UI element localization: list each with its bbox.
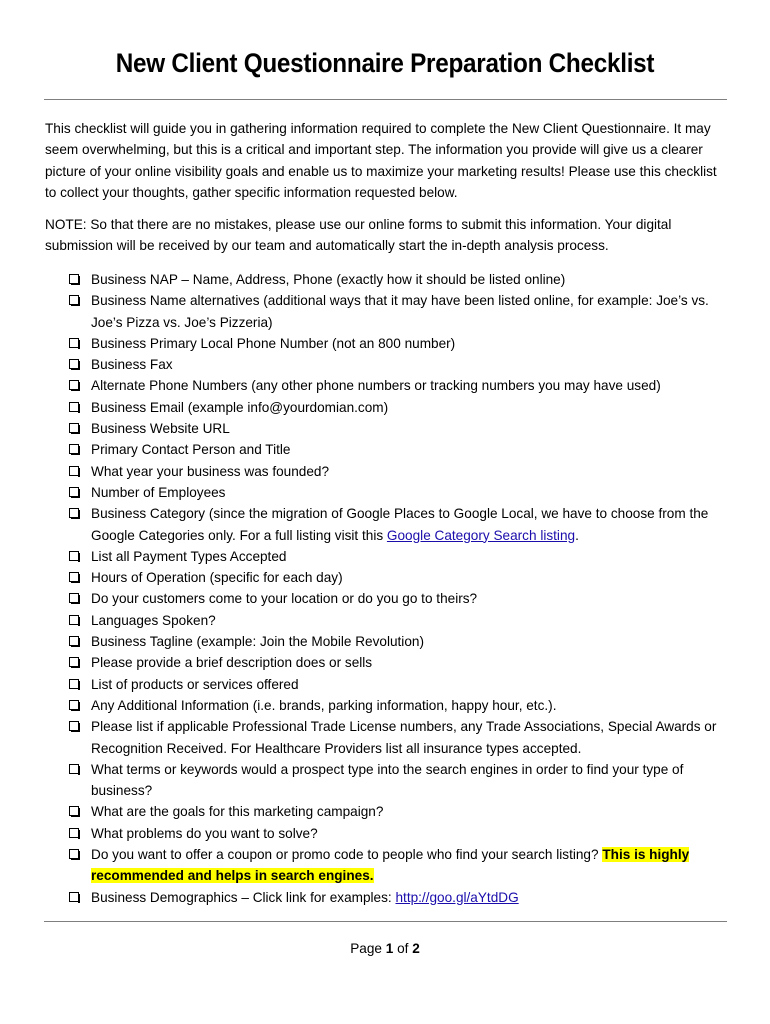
checkbox-icon[interactable] xyxy=(69,636,79,646)
checklist-item-text: Business Website URL xyxy=(91,421,230,437)
checkbox-icon[interactable] xyxy=(69,828,79,838)
checkbox-icon[interactable] xyxy=(69,380,79,390)
checklist-item xyxy=(68,844,730,887)
checklist-item xyxy=(68,695,730,716)
category-link-suffix: . xyxy=(575,527,579,543)
checkbox-icon[interactable] xyxy=(69,593,79,603)
checklist-item xyxy=(68,801,730,822)
checkbox-icon[interactable] xyxy=(69,338,79,348)
checklist-item xyxy=(68,610,730,631)
bottom-divider xyxy=(44,921,727,922)
total-page-number: 2 xyxy=(412,941,420,956)
checklist-item-text: What problems do you want to solve? xyxy=(91,825,318,841)
intro-paragraph: This checklist will guide you in gathering information required to complete the New Client Questionnaire. It may seem overwhelming, but this is a critical and important step. The information you provide will give us a clearer picture of your online visibility goals and enable us to maximize your marketing results! Please use this checklist to collect your thoughts, gather specific information requested below. xyxy=(45,121,717,200)
checklist-item xyxy=(68,482,730,503)
checklist-item xyxy=(68,716,730,759)
checkbox-icon[interactable] xyxy=(69,849,79,859)
checklist-item xyxy=(68,269,730,290)
checklist-item-text: Do you want to offer a coupon or promo code to people who find your search listing? xyxy=(91,847,599,863)
checkbox-icon[interactable] xyxy=(69,721,79,731)
page-title: New Client Questionnaire Preparation Checklist xyxy=(115,48,655,78)
checklist-item-text: Business Demographics – Click link for examples: xyxy=(91,889,392,905)
demographics-link[interactable]: http://goo.gl/aYtdDG xyxy=(395,889,519,905)
checklist-item xyxy=(68,439,730,460)
checklist-item-text: Number of Employees xyxy=(91,484,226,500)
checkbox-icon[interactable] xyxy=(69,295,79,305)
checkbox-icon[interactable] xyxy=(69,274,79,284)
top-divider xyxy=(44,99,727,100)
checklist-item-text: Alternate Phone Numbers (any other phone numbers or tracking numbers you may have used) xyxy=(91,378,661,394)
checklist-item xyxy=(68,887,730,908)
checkbox-icon[interactable] xyxy=(69,423,79,433)
page-word: Page xyxy=(350,941,382,956)
note-paragraph: NOTE: So that there are no mistakes, please use our online forms to submit this information. Your digital submission will be received by our team and automatically start the in-depth analysis process. xyxy=(45,217,672,254)
checklist-item-text: Business Category (since the migration of Google Places to Google Local, we have to choose from the Google Categories only. For a full listing visit this xyxy=(91,506,709,543)
checkbox-icon[interactable] xyxy=(69,359,79,369)
checklist-item xyxy=(68,759,730,802)
checklist-item xyxy=(68,588,730,609)
checkbox-icon[interactable] xyxy=(69,892,79,902)
checklist-item-text: What are the goals for this marketing campaign? xyxy=(91,804,384,820)
checkbox-icon[interactable] xyxy=(69,487,79,497)
checklist-item-text: Business Email (example info@yourdomian.com) xyxy=(91,399,389,415)
checklist-item-text: What year your business was founded? xyxy=(91,463,330,479)
checklist-item xyxy=(68,290,730,333)
checklist-item xyxy=(68,375,730,396)
checkbox-icon[interactable] xyxy=(69,764,79,774)
coupon-highlight: This is highly recommended and helps in search engines. xyxy=(91,847,690,884)
checklist-item-text: List all Payment Types Accepted xyxy=(91,548,287,564)
checkbox-icon[interactable] xyxy=(69,615,79,625)
checkbox-icon[interactable] xyxy=(69,679,79,689)
checkbox-icon[interactable] xyxy=(69,508,79,518)
checkbox-icon[interactable] xyxy=(69,700,79,710)
checklist-item xyxy=(68,567,730,588)
checklist-item-text: What terms or keywords would a prospect type into the search engines in order to find your type of business? xyxy=(91,761,684,799)
page-footer xyxy=(0,941,770,956)
checklist-item xyxy=(68,418,730,439)
checklist-item xyxy=(68,461,730,482)
google-category-link[interactable]: Google Category Search listing xyxy=(386,527,576,543)
checkbox-icon[interactable] xyxy=(69,444,79,454)
checkbox-icon[interactable] xyxy=(69,551,79,561)
checklist-item xyxy=(68,631,730,652)
checklist-item-text: Primary Contact Person and Title xyxy=(91,442,291,458)
checklist-item-text: Any Additional Information (i.e. brands, parking information, happy hour, etc.). xyxy=(91,697,557,713)
checklist-item-text: Please provide a brief description does or sells xyxy=(91,655,373,671)
checkbox-icon[interactable] xyxy=(69,657,79,667)
checklist-item-text: Business Tagline (example: Join the Mobile Revolution) xyxy=(91,634,424,650)
checklist-item xyxy=(68,674,730,695)
checklist-item xyxy=(68,546,730,567)
checklist-item xyxy=(68,652,730,673)
checkbox-icon[interactable] xyxy=(69,572,79,582)
checkbox-icon[interactable] xyxy=(69,402,79,412)
checklist-item-text: Languages Spoken? xyxy=(91,612,216,628)
checklist-item xyxy=(68,397,730,418)
checklist-item xyxy=(68,823,730,844)
checklist xyxy=(68,269,730,908)
checkbox-icon[interactable] xyxy=(69,466,79,476)
checklist-item-text: List of products or services offered xyxy=(91,676,299,692)
checklist-item-text: Business Primary Local Phone Number (not an 800 number) xyxy=(91,335,456,351)
checklist-item-text: Business Name alternatives (additional ways that it may have been listed online, for example: Joe’s vs. Joe’s Pizza vs. Joe’s Pizzeria) xyxy=(91,293,709,330)
checklist-item xyxy=(68,503,730,546)
checklist-item-text: Business NAP – Name, Address, Phone (exactly how it should be listed online) xyxy=(91,272,566,287)
current-page-number: 1 xyxy=(385,941,394,956)
checklist-item-text: Do your customers come to your location or do you go to theirs? xyxy=(91,591,478,607)
of-word: of xyxy=(397,941,409,956)
checkbox-icon[interactable] xyxy=(69,806,79,816)
checklist-item xyxy=(68,333,730,354)
checklist-item-text: Please list if applicable Professional Trade License numbers, any Trade Associations, Special Awards or Recognition Received. For Healthcare Providers list all insurance types accepted. xyxy=(91,719,717,756)
checklist-item-text: Business Fax xyxy=(91,357,173,373)
checklist-item-text: Hours of Operation (specific for each day) xyxy=(91,570,343,586)
checklist-item xyxy=(68,354,730,375)
